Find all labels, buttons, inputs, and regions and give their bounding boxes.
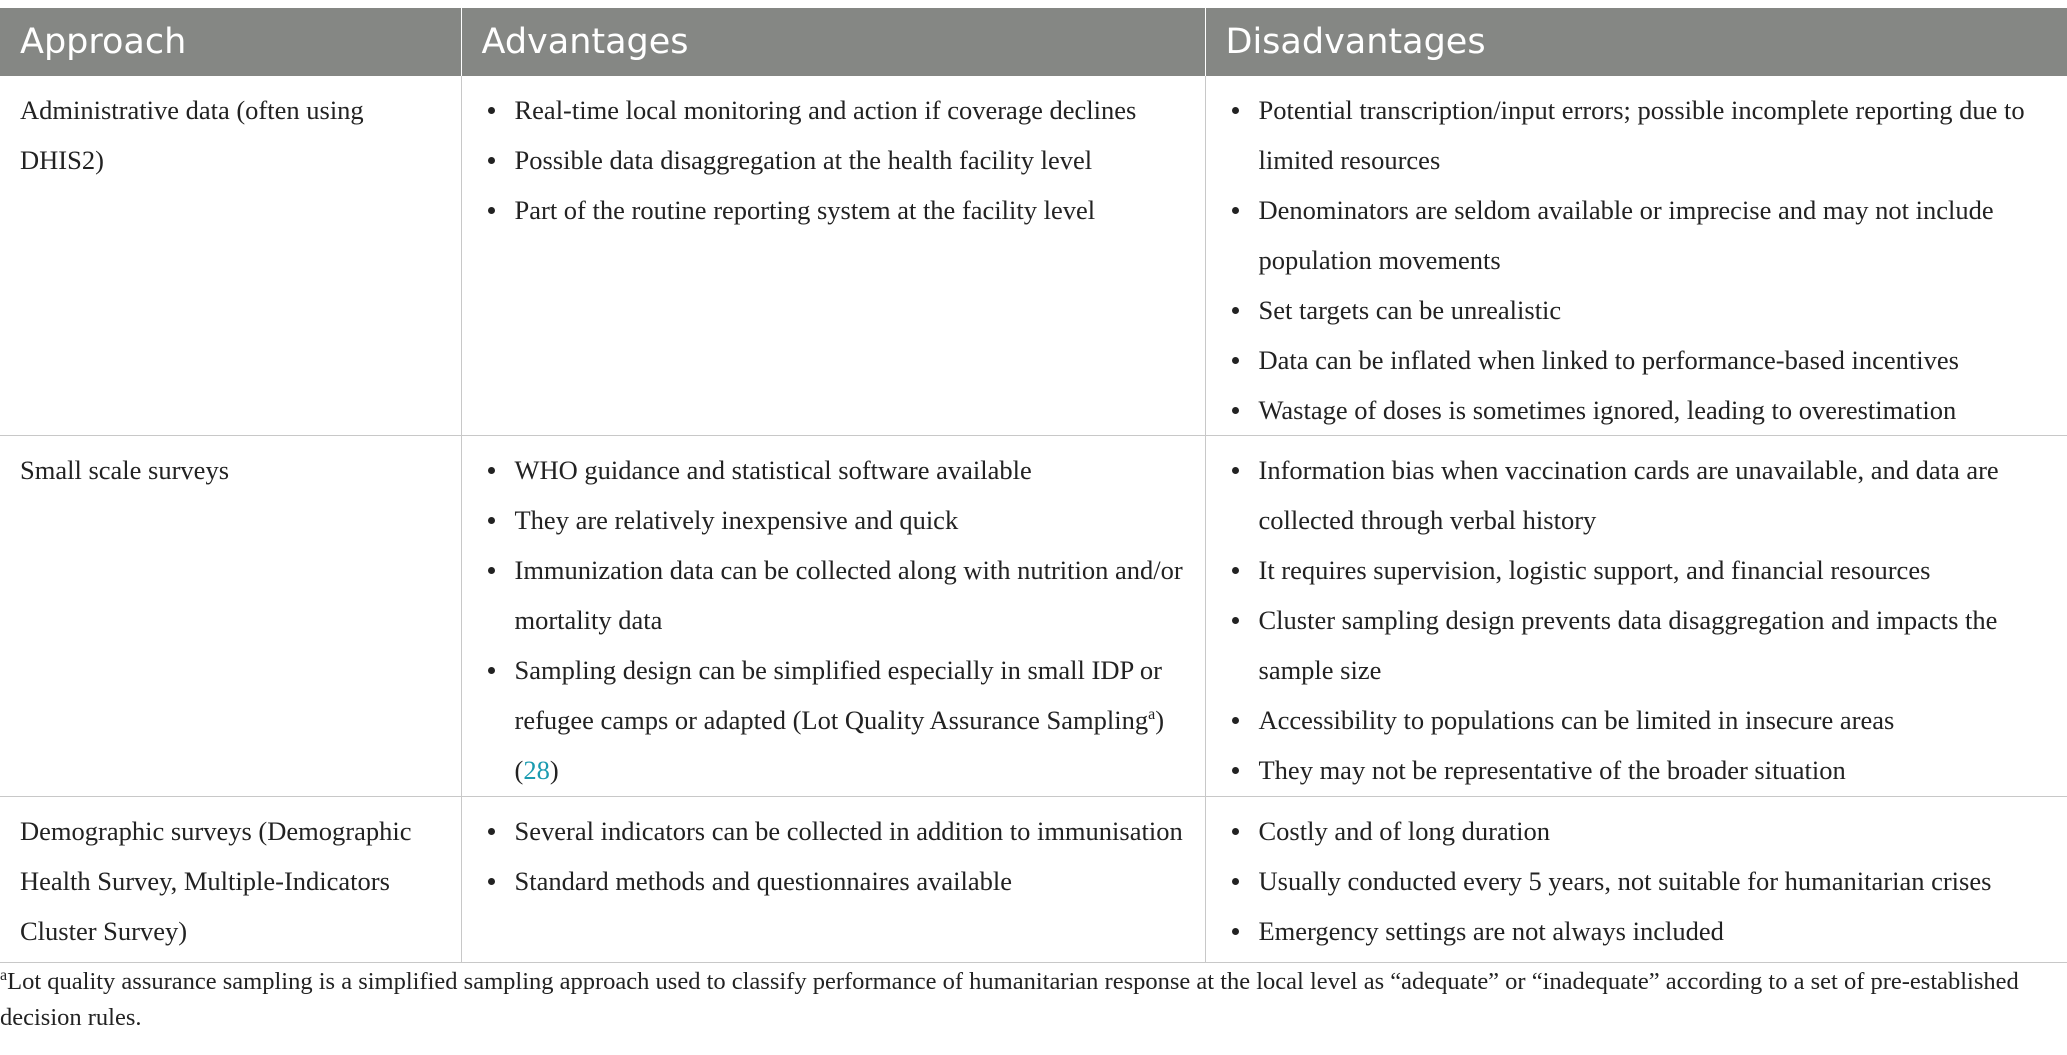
reference-link[interactable]: 28 [523, 755, 550, 785]
disadvantages-cell [1205, 76, 2067, 436]
advantages-cell [461, 436, 1205, 797]
advantages-list [482, 85, 1191, 235]
advantages-list [482, 806, 1191, 906]
list-item: Accessibility to populations can be limited in insecure areas [1226, 695, 2053, 745]
disadvantages-list [1226, 806, 2053, 956]
list-item: WHO guidance and statistical software available [482, 445, 1191, 495]
list-item: Information bias when vaccination cards are unavailable, and data are collected through verbal history [1226, 445, 2053, 545]
list-item: Real-time local monitoring and action if coverage declines [482, 85, 1191, 135]
list-item: Usually conducted every 5 years, not suitable for humanitarian crises [1226, 856, 2053, 906]
list-item: Denominators are seldom available or imprecise and may not include population movements [1226, 185, 2053, 285]
list-item: It requires supervision, logistic support, and financial resources [1226, 545, 2053, 595]
header-disadvantages: Disadvantages [1205, 8, 2067, 76]
list-item: They may not be representative of the broader situation [1226, 745, 2053, 795]
list-item: Set targets can be unrealistic [1226, 285, 2053, 335]
table-body [0, 76, 2067, 963]
list-item: Data can be inflated when linked to performance-based incentives [1226, 335, 2053, 385]
table-row-small-scale-surveys [0, 436, 2067, 797]
list-item: Cluster sampling design prevents data disaggregation and impacts the sample size [1226, 595, 2053, 695]
list-item: Standard methods and questionnaires available [482, 856, 1191, 906]
header-row [0, 8, 2067, 76]
list-item: Immunization data can be collected along with nutrition and/or mortality data [482, 545, 1191, 645]
list-item-text: ) [549, 755, 559, 785]
list-item: Wastage of doses is sometimes ignored, leading to overestimation [1226, 385, 2053, 435]
list-item: They are relatively inexpensive and quick [482, 495, 1191, 545]
advantages-cell [461, 797, 1205, 963]
advantages-cell [461, 76, 1205, 436]
approach-cell: Demographic surveys (Demographic Health Survey, Multiple-Indicators Cluster Survey) [0, 797, 461, 963]
list-item: Costly and of long duration [1226, 806, 2053, 856]
disadvantages-list [1226, 85, 2053, 435]
approach-cell: Small scale surveys [0, 436, 461, 797]
coverage-approaches-table [0, 8, 2067, 963]
advantages-list [482, 445, 1191, 795]
disadvantages-list [1226, 445, 2053, 795]
table-footnote [0, 964, 2060, 1036]
list-item-text: Sampling design can be simplified especially in small IDP or refugee camps or adapted (Lot Quality Assurance Sampling [514, 655, 1162, 735]
list-item [482, 645, 1191, 795]
header-advantages: Advantages [461, 8, 1205, 76]
table-row-administrative-data [0, 76, 2067, 436]
list-item: Possible data disaggregation at the health facility level [482, 135, 1191, 185]
table-row-demographic-surveys [0, 797, 2067, 963]
list-item: Part of the routine reporting system at the facility level [482, 185, 1191, 235]
header-approach: Approach [0, 8, 461, 76]
list-item: Several indicators can be collected in addition to immunisation [482, 806, 1191, 856]
table-header [0, 8, 2067, 76]
list-item: Emergency settings are not always included [1226, 906, 2053, 956]
footnote-text: Lot quality assurance sampling is a simplified sampling approach used to classify performance of humanitarian response at the local level as “adequate” or “inadequate” according to a set of pre-established decision rules. [0, 968, 2019, 1031]
footnote-marker: a [0, 966, 8, 984]
list-item: Potential transcription/input errors; possible incomplete reporting due to limited resources [1226, 85, 2053, 185]
approach-cell: Administrative data (often using DHIS2) [0, 76, 461, 436]
list-item-text: ) ( [514, 705, 1165, 785]
disadvantages-cell [1205, 436, 2067, 797]
disadvantages-cell [1205, 797, 2067, 963]
footnote-marker: a [1148, 706, 1156, 724]
